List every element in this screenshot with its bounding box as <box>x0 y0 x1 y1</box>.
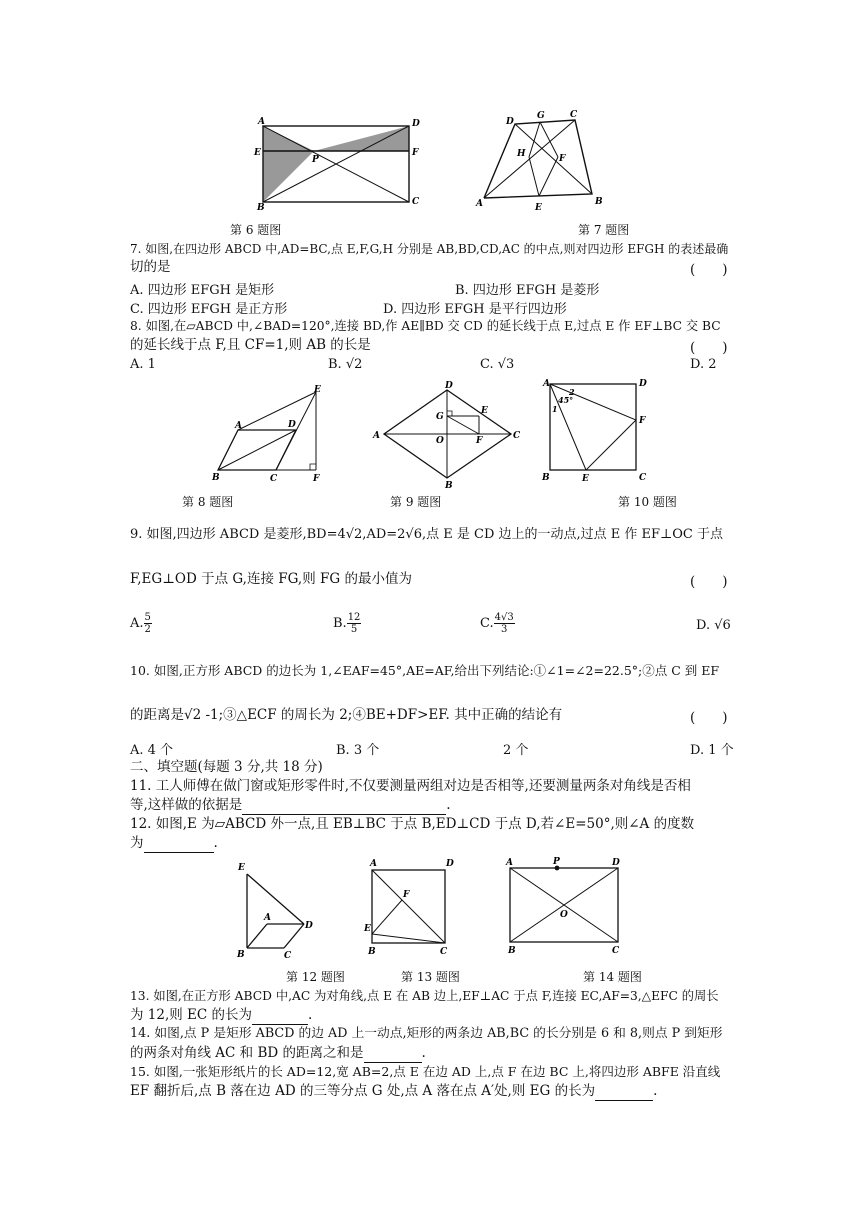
fig10-label-E: E <box>582 474 589 484</box>
fig6-label-B: B <box>257 203 265 212</box>
q12-line1: 12. 如图,E 为▱ABCD 外一点,且 EB⊥BC 于点 B,ED⊥CD 于点 D,若∠E=50°,则∠A 的度数 <box>130 816 695 832</box>
q9-option-a-denominator: 2 <box>144 624 151 635</box>
caption-fig6: 第 6 题图 <box>230 223 282 237</box>
q11-line2-text: 等,这样做的依据是 <box>130 797 243 813</box>
q7-option-a: A. 四边形 EFGH 是矩形 <box>130 283 275 298</box>
q11-line1: 11. 工人师傅在做门窗或矩形零件时,不仅要测量两组对边是否相等,还要测量两条对角线是否相 <box>130 778 691 794</box>
q8-line1: 8. 如图,在▱ABCD 中,∠BAD=120°,连接 BD,作 AE∥BD 交 CD 的延长线于点 E,过点 E 作 EF⊥BC 交 BC <box>130 319 721 333</box>
figure-10 <box>538 376 658 488</box>
q15-line2-text: EF 翻折后,点 B 落在边 AD 的三等分点 G 处,点 A 落在点 A′处,则 EG 的长为 <box>130 1083 596 1099</box>
q9-option-d: D. √6 <box>696 618 731 633</box>
fig8-label-A: A <box>235 421 242 431</box>
caption-fig14: 第 14 题图 <box>583 970 642 984</box>
q14-answer-blank[interactable] <box>364 1044 422 1063</box>
fig12-label-A: A <box>264 913 271 923</box>
fig13-label-E: E <box>364 924 371 934</box>
q8-line2: 的延长线于点 F,且 CF=1,则 AB 的长是 <box>130 337 371 353</box>
fig9-label-F: F <box>476 436 483 446</box>
fig6-label-E: E <box>254 148 261 158</box>
q11-end: . <box>446 797 451 813</box>
fig12-label-D: D <box>305 921 313 931</box>
fig13-label-B: B <box>368 947 376 957</box>
q7-option-d: D. 四边形 EFGH 是平行四边形 <box>383 302 567 317</box>
figure-13 <box>362 856 458 960</box>
q9-option-a-numerator: 5 <box>144 612 151 623</box>
figure-12 <box>232 856 316 960</box>
caption-fig12: 第 12 题图 <box>286 970 345 984</box>
q12-answer-blank[interactable] <box>144 834 214 853</box>
fig7-label-D: D <box>506 117 514 127</box>
fig9-label-A: A <box>373 431 380 441</box>
fig10-label-A: A <box>543 379 550 389</box>
q9-option-c-numerator: 4√3 <box>494 612 514 623</box>
fig9-label-D: D <box>445 381 453 391</box>
caption-fig9: 第 9 题图 <box>390 495 442 509</box>
fig10-label-1: 1 <box>552 404 558 414</box>
q8-answer-paren: ( ) <box>690 340 728 356</box>
q10-option-b: B. 3 个 <box>336 743 380 758</box>
q13-line2 <box>130 1006 730 1025</box>
fig14-label-P: P <box>553 857 560 867</box>
fig8-label-D: D <box>288 420 296 430</box>
fig14-label-C: C <box>612 946 620 956</box>
q14-end: . <box>421 1045 426 1061</box>
caption-fig13: 第 13 题图 <box>401 970 460 984</box>
q12-end: . <box>213 835 218 851</box>
fig8-label-E: E <box>314 385 321 395</box>
q9-option-b-numerator: 12 <box>347 612 361 623</box>
fig9-label-C: C <box>513 431 521 441</box>
q15-answer-blank[interactable] <box>595 1082 653 1101</box>
fig10-label-D: D <box>639 379 647 389</box>
fig6-label-D: D <box>412 119 420 129</box>
fig13-label-A: A <box>370 859 377 869</box>
q8-option-a: A. 1 <box>130 357 156 372</box>
fig14-label-B: B <box>508 946 516 956</box>
fig9-label-G: G <box>436 412 444 422</box>
q10-option-d: D. 1 个 <box>690 743 734 758</box>
fig9-label-O: O <box>436 436 444 446</box>
fig14-label-A: A <box>506 858 513 868</box>
q14-line2 <box>130 1044 730 1063</box>
q7-option-b: B. 四边形 EFGH 是菱形 <box>455 283 600 298</box>
caption-fig7: 第 7 题图 <box>578 223 630 237</box>
q8-option-b: B. √2 <box>328 357 363 372</box>
q9-line2: F,EG⊥OD 于点 G,连接 FG,则 FG 的最小值为 <box>130 571 412 587</box>
fig10-label-2: 2 <box>569 387 575 397</box>
q14-line2-text: 的两条对角线 AC 和 BD 的距离之和是 <box>130 1045 364 1061</box>
fig7-label-H: H <box>517 149 526 159</box>
caption-fig10: 第 10 题图 <box>618 495 677 509</box>
q7-line2: 切的是 <box>130 259 171 275</box>
q9-option-c <box>480 612 515 635</box>
q10-answer-paren: ( ) <box>690 710 728 726</box>
figure-7 <box>470 106 610 216</box>
figure-9 <box>368 380 528 490</box>
q9-option-a-label: A. <box>130 616 144 631</box>
q15-line1: 15. 如图,一张矩形纸片的长 AD=12,宽 AB=2,点 E 在边 AD 上,点 F 在边 BC 上,将四边形 ABFE 沿直线 <box>130 1064 721 1079</box>
q9-line1: 9. 如图,四边形 ABCD 是菱形,BD=4√2,AD=2√6,点 E 是 CD 边上的一动点,过点 E 作 EF⊥OC 于点 <box>130 527 723 542</box>
q13-line2-text: 为 12,则 EC 的长为 <box>130 1007 253 1023</box>
q12-line2-text: 为 <box>130 835 144 851</box>
fig10-label-C: C <box>639 473 647 483</box>
figure-6 <box>252 112 424 212</box>
fig7-label-E: E <box>535 203 542 213</box>
fig7-label-C: C <box>570 110 578 120</box>
fig9-label-B: B <box>445 481 453 490</box>
fig6-label-P: P <box>312 155 319 165</box>
figure-14 <box>500 854 632 960</box>
q15-end: . <box>653 1083 658 1099</box>
fig14-label-D: D <box>612 858 620 868</box>
fig12-label-E: E <box>238 863 245 873</box>
q9-option-b-denominator: 5 <box>350 624 358 635</box>
q13-end: . <box>308 1007 313 1023</box>
fig6-label-A: A <box>258 117 265 127</box>
q8-option-c: C. √3 <box>480 357 515 372</box>
fig8-label-F: F <box>313 474 320 484</box>
q13-line1: 13. 如图,在正方形 ABCD 中,AC 为对角线,点 E 在 AB 边上,EF⊥AC 于点 F,连接 EC,AF=3,△EFC 的周长 <box>130 989 719 1003</box>
q7-line1: 7. 如图,在四边形 ABCD 中,AD=BC,点 E,F,G,H 分别是 AB,BD,CD,AC 的中点,则对四边形 EFGH 的表述最确 <box>130 242 729 256</box>
fig12-label-B: B <box>237 950 245 960</box>
q9-option-c-denominator: 3 <box>500 624 508 635</box>
q10-option-a: A. 4 个 <box>130 743 174 758</box>
q10-line1: 10. 如图,正方形 ABCD 的边长为 1,∠EAF=45°,AE=AF,给出下列结论:①∠1=∠2=22.5°;②点 C 到 EF <box>130 663 720 678</box>
fig6-label-C: C <box>412 197 420 207</box>
q10-line2: 的距离是√2 -1;③△ECF 的周长为 2;④BE+DF>EF. 其中正确的结论有 <box>130 707 563 723</box>
q11-line2 <box>130 796 730 815</box>
q8-option-d: D. 2 <box>690 357 717 372</box>
fig10-label-B: B <box>542 473 550 483</box>
fig14-label-O: O <box>560 910 568 920</box>
fig13-label-F: F <box>403 890 410 900</box>
fig6-label-F: F <box>412 148 419 158</box>
figure-8 <box>206 384 336 484</box>
fig7-label-A: A <box>476 199 483 209</box>
fig8-label-C: C <box>270 474 278 484</box>
q12-line2 <box>130 834 730 853</box>
fig7-label-B: B <box>595 197 603 207</box>
q9-option-b <box>333 612 361 635</box>
q9-option-c-label: C. <box>480 616 494 631</box>
q7-answer-paren: ( ) <box>690 262 728 278</box>
q13-answer-blank[interactable] <box>252 1006 308 1025</box>
fig7-label-F: F <box>559 154 566 164</box>
fig8-label-B: B <box>212 473 220 483</box>
fig9-label-E: E <box>481 406 488 416</box>
fig12-label-C: C <box>284 951 292 960</box>
fig10-label-F: F <box>639 416 646 426</box>
q7-option-c: C. 四边形 EFGH 是正方形 <box>130 302 288 317</box>
q11-answer-blank[interactable] <box>242 796 446 815</box>
q15-line2 <box>130 1082 730 1101</box>
fig10-label-45deg: 45° <box>558 395 574 405</box>
fig7-label-G: G <box>537 111 545 121</box>
q10-option-c: 2 个 <box>503 743 529 758</box>
caption-fig8: 第 8 题图 <box>182 495 234 509</box>
section-2-heading: 二、填空题(每题 3 分,共 18 分) <box>130 759 323 775</box>
fig13-label-C: C <box>440 947 448 957</box>
q14-line1: 14. 如图,点 P 是矩形 ABCD 的边 AD 上一动点,矩形的两条边 AB,BC 的长分别是 6 和 8,则点 P 到矩形 <box>130 1026 723 1041</box>
fig13-label-D: D <box>446 859 454 869</box>
q9-option-a <box>130 612 152 635</box>
q9-answer-paren: ( ) <box>690 574 728 590</box>
q9-option-b-label: B. <box>333 616 347 631</box>
